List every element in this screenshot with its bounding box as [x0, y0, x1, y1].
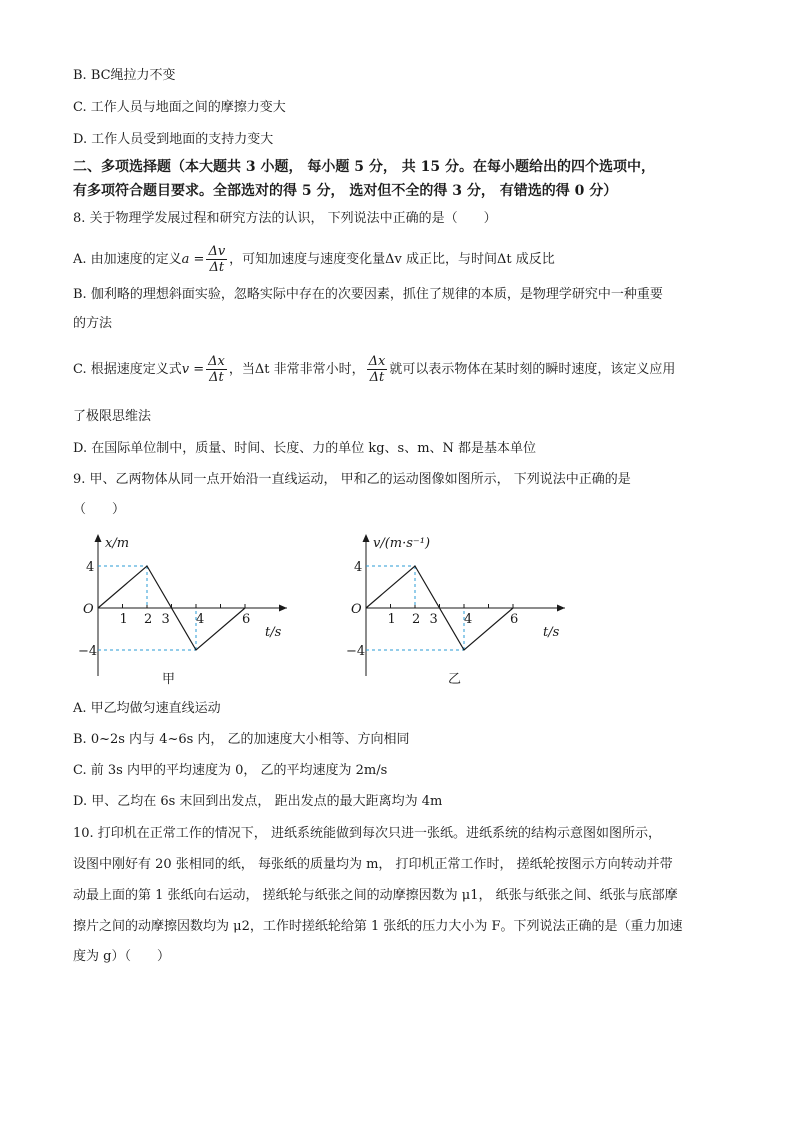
graph-yi-xtick-1: 1: [387, 612, 396, 627]
formula-a-numerator: Δv: [208, 244, 226, 259]
option-8c-middle: ，当Δt 非常非常小时，: [228, 362, 365, 377]
question-9-stem: 9. 甲、乙两物体从同一点开始沿一直线运动， 甲和乙的运动图像如图所示， 下列说法中正确的是: [73, 472, 631, 487]
graph-jia-xtick-6: 6: [242, 612, 251, 627]
graph-jia-origin: O: [83, 602, 94, 617]
graph-yi-ytick-pos: 4: [354, 560, 363, 575]
option-9c: C. 前 3s 内甲的平均速度为 0， 乙的平均速度为 2m/s: [73, 763, 388, 778]
graph-jia-x-arrow: [279, 605, 287, 612]
graph-yi-ytick-neg: −4: [346, 644, 366, 659]
question-10-line-4: 擦片之间的动摩擦因数均为 μ2，工作时搓纸轮给第 1 张纸的压力大小为 F。下列说法正确的是（重力加速: [73, 919, 683, 934]
option-9b: B. 0~2s 内与 4~6s 内， 乙的加速度大小相等、方向相同: [73, 732, 410, 747]
option-9d: D. 甲、乙均在 6s 末回到出发点， 距出发点的最大距离均为 4m: [73, 794, 443, 809]
formula-v-lhs: v =: [181, 362, 205, 377]
graph-yi-ylabel: v/(m·s⁻¹): [373, 536, 431, 551]
option-7c: C. 工作人员与地面之间的摩擦力变大: [73, 100, 286, 115]
graph-yi-xtick-3: 3: [429, 612, 438, 627]
formula-v-numerator: Δx: [208, 354, 225, 369]
graph-jia-title: 甲: [162, 672, 176, 687]
graph-jia-axes: [95, 534, 288, 676]
graph-yi-title: 乙: [448, 672, 462, 687]
graph-yi-x-arrow: [557, 605, 565, 612]
formula-a-denominator: Δt: [209, 260, 225, 275]
formula-a-lhs: a =: [181, 252, 205, 267]
graph-jia-y-arrow: [95, 534, 102, 542]
graph-yi-xtick-2: 2: [412, 612, 421, 627]
option-8c-prefix: C. 根据速度定义式: [73, 362, 182, 377]
graph-jia-xtick-2: 2: [144, 612, 153, 627]
option-8c-suffix: 就可以表示物体在某时刻的瞬时速度，该定义应用: [389, 362, 676, 377]
question-10-line-2: 设图中刚好有 20 张相同的纸， 每张纸的质量均为 m， 打印机正常工作时， 搓纸轮按图示方向转动并带: [73, 857, 673, 872]
option-8a: [73, 244, 555, 276]
option-8c: [73, 354, 675, 386]
graph-yi: [346, 528, 590, 693]
graph-jia-ylabel: x/m: [105, 536, 130, 551]
graph-jia-xtick-1: 1: [119, 612, 128, 627]
section-heading-line-2: 有多项符合题目要求。全部选对的得 5 分， 选对但不全的得 3 分， 有错选的得 0 分）: [73, 183, 618, 199]
graph-jia-xtick-3: 3: [161, 612, 170, 627]
option-7d: D. 工作人员受到地面的支持力变大: [73, 132, 274, 147]
formula-v2-fraction: [367, 354, 388, 385]
graph-yi-y-arrow: [363, 534, 370, 542]
graph-yi-xtick-4: 4: [464, 612, 473, 627]
graph-yi-origin: O: [351, 602, 362, 617]
question-9-answer-paren: （ ）: [73, 502, 126, 517]
question-10-line-3: 动最上面的第 1 张纸向右运动， 搓纸轮与纸张之间的动摩擦因数为 μ1， 纸张与纸张之间、纸张与底部摩: [73, 888, 678, 903]
graph-jia: [78, 528, 312, 693]
option-8a-prefix: A. 由加速度的定义: [73, 252, 182, 267]
formula-a-fraction: [206, 244, 227, 275]
option-7b: B. BC绳拉力不变: [73, 68, 176, 83]
option-8d: D. 在国际单位制中，质量、时间、长度、力的单位 kg、s、m、N 都是基本单位: [73, 441, 537, 456]
option-8b-line-2: 的方法: [73, 316, 113, 331]
graph-jia-xtick-4: 4: [196, 612, 205, 627]
formula-v-fraction: [206, 354, 227, 385]
option-8c-line-2: 了极限思维法: [73, 409, 152, 424]
question-10-line-1: 10. 打印机在正常工作的情况下， 进纸系统能做到每次只进一张纸。进纸系统的结构示意图如图所示，: [73, 826, 661, 841]
graph-yi-axes: [363, 534, 566, 676]
graph-jia-xlabel: t/s: [265, 625, 282, 640]
question-10-line-5: 度为 g）（ ）: [73, 949, 170, 964]
option-8a-suffix: ，可知加速度与速度变化量Δv 成正比，与时间Δt 成反比: [229, 252, 555, 267]
option-8b-line-1: B. 伽利略的理想斜面实验，忽略实际中存在的次要因素，抓住了规律的本质，是物理学研究中一种重要: [73, 287, 663, 302]
option-9a: A. 甲乙均做匀速直线运动: [73, 701, 221, 716]
section-heading-line-1: 二、多项选择题（本大题共 3 小题， 每小题 5 分， 共 15 分。在每小题给出的四个选项中，: [73, 159, 655, 175]
graph-jia-ytick-neg: −4: [78, 644, 98, 659]
formula-v2-numerator: Δx: [368, 354, 386, 369]
graph-jia-ytick-pos: 4: [86, 560, 95, 575]
question-8-stem: 8. 关于物理学发展过程和研究方法的认识， 下列说法中正确的是（ ）: [73, 211, 497, 226]
formula-v2-denominator: Δt: [369, 370, 385, 385]
graph-yi-xtick-6: 6: [510, 612, 519, 627]
formula-v-denominator: Δt: [209, 370, 224, 385]
graph-yi-xlabel: t/s: [543, 625, 560, 640]
